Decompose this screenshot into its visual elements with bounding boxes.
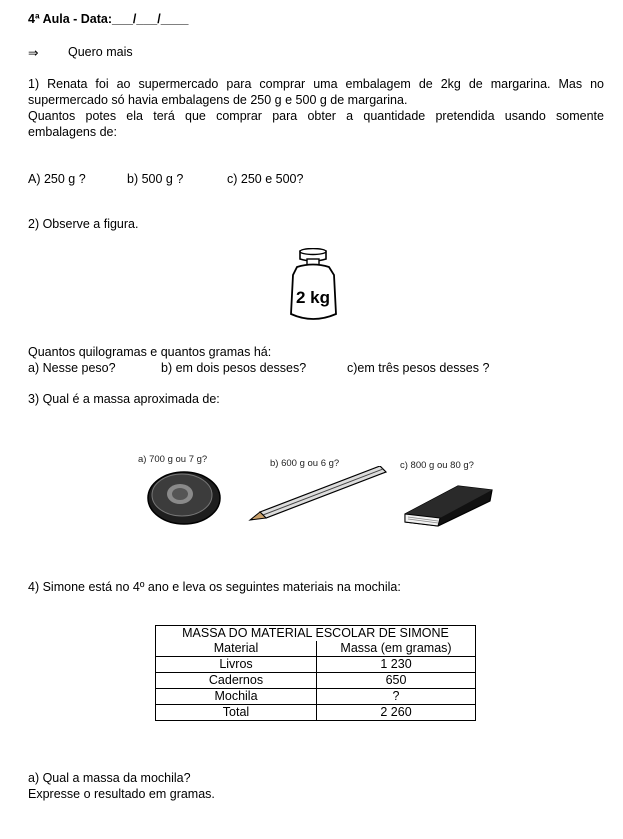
table-cell-mass: 2 260 [317, 705, 476, 721]
weight-label: 2 kg [295, 288, 331, 307]
table-header-mass: Massa (em gramas) [317, 641, 476, 657]
q1-line-4: embalagens de: [28, 125, 117, 139]
q1-option-c: c) 250 e 500? [227, 172, 304, 186]
q1-option-b: b) 500 g ? [127, 172, 184, 186]
table-caption: MASSA DO MATERIAL ESCOLAR DE SIMONE [156, 626, 476, 642]
book-image [405, 486, 492, 526]
q4-title: 4) Simone está no 4º ano e leva os seguintes materiais na mochila: [28, 580, 401, 594]
coin-image [148, 472, 220, 524]
table-row [156, 673, 476, 689]
table-cell-mass: 1 230 [317, 657, 476, 673]
table-cell-material: Livros [156, 657, 317, 673]
q2-option-a: a) Nesse peso? [28, 361, 116, 375]
q1-line-2: supermercado só havia embalagens de 250 g e 500 g de margarina. [28, 93, 408, 107]
table-cell-mass: 650 [317, 673, 476, 689]
table-cell-mass: ? [317, 689, 476, 705]
q1-line-1: 1) Renata foi ao supermercado para comprar uma embalagem de 2kg de margarina. Mas no [28, 77, 604, 91]
table-row [156, 689, 476, 705]
q2-option-b: b) em dois pesos desses? [161, 361, 307, 375]
pencil-image [249, 466, 386, 521]
q3-objects-illustration [130, 466, 500, 528]
mass-table [155, 625, 476, 721]
q3-option-c: c) 800 g ou 80 g? [400, 460, 474, 471]
q2-question: Quantos quilogramas e quantos gramas há: [28, 345, 272, 359]
q3-option-b: b) 600 g ou 6 g? [270, 458, 340, 469]
table-row [156, 705, 476, 721]
weight-knob-top [300, 249, 326, 255]
table-cell-material: Mochila [156, 689, 317, 705]
q4-sub-a: a) Qual a massa da mochila? [28, 771, 191, 785]
table-header-material: Material [156, 641, 317, 657]
q3-option-a: a) 700 g ou 7 g? [138, 454, 208, 465]
section-subtitle: Quero mais [68, 45, 133, 59]
q1-line-3: Quantos potes ela terá que comprar para obter a quantidade pretendida usando somente [28, 109, 604, 123]
q2-option-c: c)em três pesos desses ? [347, 361, 490, 375]
q3-title: 3) Qual é a massa aproximada de: [28, 392, 220, 406]
weight-2kg-illustration [285, 248, 341, 324]
q2-title: 2) Observe a figura. [28, 217, 139, 231]
table-row [156, 657, 476, 673]
q1-option-a: A) 250 g ? [28, 172, 86, 186]
table-cell-material: Total [156, 705, 317, 721]
page-title: 4ª Aula - Data:___/___/____ [28, 12, 189, 26]
arrow-icon: ⇒ [28, 46, 39, 60]
table-cell-material: Cadernos [156, 673, 317, 689]
q4-sub-a-note: Expresse o resultado em gramas. [28, 787, 215, 801]
